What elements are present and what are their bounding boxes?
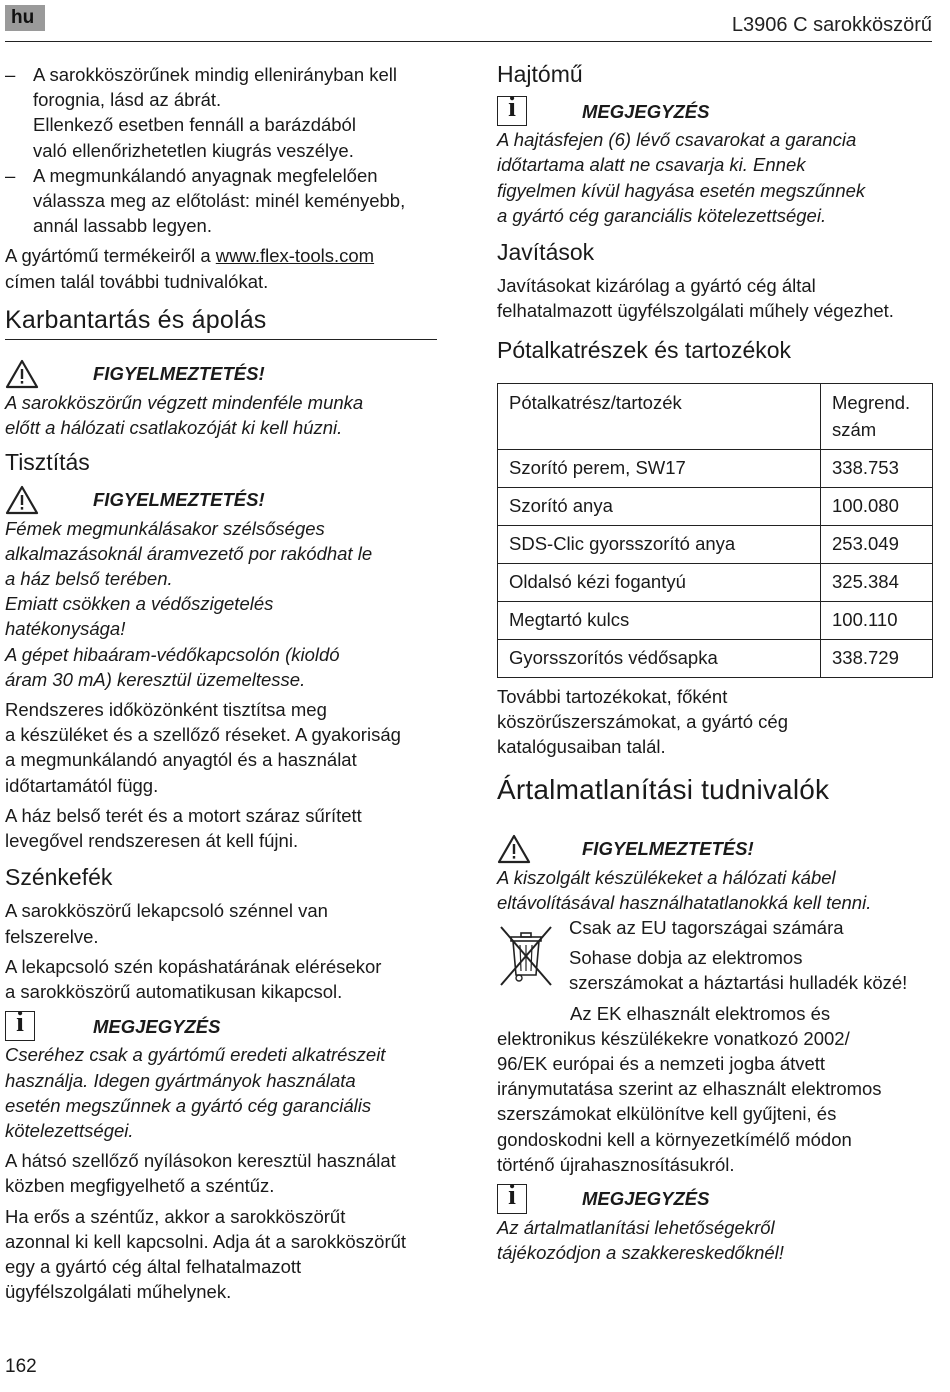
text-line: Csak az EU tagországai számára — [569, 917, 844, 939]
note-notice-2 — [497, 92, 933, 127]
text-line: eltávolításával használhatatlanokká kell tenni. — [497, 891, 872, 913]
text-line: – A megmunkálandó anyagnak megfelelően — [33, 164, 378, 186]
warning-triangle-icon — [5, 359, 39, 389]
text-line: A sarokköszörű lekapcsoló szénnel van — [5, 900, 328, 922]
page-number: 162 — [5, 1356, 37, 1377]
text-line: A ház belső terét és a motort száraz sűrített — [5, 804, 362, 826]
part-number: 100.110 — [821, 601, 933, 639]
note-notice-3 — [497, 1180, 933, 1215]
text-line: – A sarokköszörűnek mindig ellenirányban kell — [33, 64, 398, 85]
text-line: a készüléket és a szellőző réseket. A gyakoriság — [5, 724, 401, 746]
text-line: gondoskodni kell a környezetkímélő módon — [497, 1128, 852, 1150]
part-number: 253.049 — [821, 525, 933, 563]
warning-text-2 — [5, 516, 437, 692]
text-line: a gyártó cég garanciális kötelezettségei. — [497, 204, 827, 226]
warning-notice-2 — [5, 484, 437, 516]
text-line: tájékozódjon a szakkereskedőknél! — [497, 1242, 784, 1264]
info-prefix: A gyártómű termékeiről a — [5, 245, 216, 267]
text-line: hatékonysága! — [5, 618, 126, 640]
brush-paragraph-1 — [5, 898, 437, 948]
text-line: forognia, lásd az ábrát. — [33, 89, 222, 111]
text-line: figyelmen kívül hagyása esetén megszűnnek — [497, 179, 866, 201]
left-column — [5, 62, 437, 1309]
part-name: Szorító perem, SW17 — [498, 449, 821, 487]
website-link[interactable]: www.flex-tools.com — [215, 245, 375, 267]
text-line: A gépet hibaáram-védőkapcsolón (kioldó — [5, 643, 340, 665]
cleaning-paragraph-1 — [5, 697, 437, 798]
info-suffix: címen talál további tudnivalókat. — [5, 270, 269, 292]
warning-notice-1 — [5, 358, 437, 390]
text-line: szerszámokat a háztartási hulladék közé! — [569, 972, 908, 994]
repairs-paragraph — [497, 273, 933, 323]
part-name: Oldalsó kézi fogantyú — [498, 563, 821, 601]
text-line: A lekapcsoló szén kopáshatárának elérésekor — [5, 955, 382, 977]
text-line: alkalmazásoknál áramvezető por rakódhat le — [5, 542, 373, 564]
weee-paragraph — [497, 1001, 933, 1177]
header-name: Pótalkatrész/tartozék — [498, 383, 821, 449]
part-number: 100.080 — [821, 487, 933, 525]
table-row — [498, 563, 933, 601]
text-line: További tartozékokat, főként — [497, 685, 728, 707]
text-line: Sohase dobja az elektromos — [569, 947, 803, 969]
text-line: A hátsó szellőző nyílásokon keresztül használat — [5, 1150, 396, 1172]
warning-label: FIGYELMEZTETÉS! — [93, 363, 265, 385]
text-line: időtartama alatt ne csavarja ki. Ennek — [497, 154, 806, 176]
text-line: történő újrahasznosításukról. — [497, 1153, 735, 1175]
text-line: levegővel rendszeresen át kell fújni. — [5, 830, 299, 852]
text-line: Emiatt csökken a védőszigetelés — [5, 593, 274, 615]
part-name: SDS-Clic gyorsszorító anya — [498, 525, 821, 563]
text-line: A hajtásfejen (6) lévő csavarokat a garancia — [497, 129, 857, 151]
text-line: Cseréhez csak a gyártómű eredeti alkatrészeit — [5, 1044, 386, 1066]
note-notice-1 — [5, 1007, 437, 1042]
text-line: Megrend. — [832, 391, 911, 413]
carbon-brushes-heading: Szénkefék — [5, 864, 113, 891]
text-line: Az EK elhasznált elektromos és — [570, 1002, 831, 1024]
warning-notice-3 — [497, 833, 933, 865]
text-line: közben megfigyelhető a széntűz. — [5, 1175, 275, 1197]
bullet-rotation — [5, 62, 437, 163]
brush-paragraph-2 — [5, 954, 437, 1004]
text-line: előtt a hálózati csatlakozóját ki kell húzni. — [5, 417, 343, 439]
text-line: annál lassabb legyen. — [33, 215, 212, 237]
spare-parts-heading: Pótalkatrészek és tartozékok — [497, 336, 792, 363]
text-line: Rendszeres időközönként tisztítsa meg — [5, 699, 327, 721]
text-line: azonnal ki kell kapcsolni. Adja át a sarokköszörűt — [5, 1230, 407, 1252]
text-line: Az ártalmatlanítási lehetőségekről — [497, 1217, 775, 1239]
note-label: MEGJEGYZÉS — [582, 1188, 710, 1210]
part-name: Gyorsszorítós védősapka — [498, 639, 821, 677]
brush-paragraph-3 — [5, 1148, 437, 1198]
table-row — [498, 487, 933, 525]
text-line: a megmunkálandó anyagtól és a használat — [5, 749, 357, 771]
text-line: válassza meg az előtolást: minél keményebb, — [33, 190, 406, 212]
warning-triangle-icon — [5, 485, 39, 515]
table-row — [498, 601, 933, 639]
text-line: ügyfélszolgálati műhelynek. — [5, 1281, 232, 1303]
table-row — [498, 639, 933, 677]
header-number — [821, 383, 933, 449]
note-label: MEGJEGYZÉS — [582, 100, 710, 122]
weee-block — [497, 917, 933, 1001]
accessories-paragraph — [497, 684, 933, 760]
cleaning-paragraph-2 — [5, 803, 437, 853]
warning-text-3 — [497, 865, 933, 915]
info-paragraph — [5, 243, 437, 293]
text-line: Ha erős a széntűz, akkor a sarokköszörűt — [5, 1205, 346, 1227]
info-icon: i — [5, 1011, 35, 1041]
header-rule — [5, 41, 932, 42]
table-row — [498, 525, 933, 563]
warning-text-1 — [5, 390, 437, 440]
text-line: A sarokköszörűn végzett mindenféle munka — [5, 392, 364, 414]
document-title: L3906 C sarokköszörű — [731, 14, 932, 36]
part-number: 325.384 — [821, 563, 933, 601]
text-line: Fémek megmunkálásakor szélsőséges — [5, 517, 325, 539]
note-label: MEGJEGYZÉS — [93, 1015, 221, 1037]
text-line: elektronikus készülékekre vonatkozó 2002/ — [497, 1027, 850, 1049]
brush-paragraph-4 — [5, 1204, 437, 1305]
right-column — [497, 62, 933, 1265]
text-line: A kiszolgált készülékeket a hálózati kábel — [497, 866, 836, 888]
note-text-1 — [5, 1042, 437, 1143]
info-icon: i — [497, 1184, 527, 1214]
text-line: felszerelve. — [5, 925, 99, 947]
text-line: szám — [832, 418, 877, 440]
disposal-heading: Ártalmatlanítási tudnivalók — [497, 774, 830, 806]
weee-text — [569, 915, 907, 1001]
warning-triangle-icon — [497, 834, 531, 864]
text-line: időtartamától függ. — [5, 774, 159, 796]
text-line: szerszámokat elkülönítve kell gyűjteni, és — [497, 1103, 837, 1125]
warning-label: FIGYELMEZTETÉS! — [582, 838, 754, 860]
text-line: való ellenőrizhetetlen kiugrás veszélye. — [33, 139, 354, 161]
language-badge: hu — [5, 5, 45, 31]
text-line: a sarokköszörű automatikusan kikapcsol. — [5, 981, 343, 1003]
text-line: egy a gyártó cég által felhatalmazott — [5, 1255, 302, 1277]
note-text-3 — [497, 1215, 933, 1265]
repairs-heading: Javítások — [497, 239, 595, 266]
part-number: 338.729 — [821, 639, 933, 677]
text-line: a ház belső terében. — [5, 568, 173, 590]
spare-parts-table — [497, 383, 933, 678]
info-icon: i — [497, 96, 527, 126]
text-line: Ellenkező esetben fennáll a barázdából — [33, 114, 356, 136]
text-line: esetén megszűnnek a gyártó cég garanciális — [5, 1094, 372, 1116]
text-line: felhatalmazott ügyfélszolgálati műhely végezhet. — [497, 300, 894, 322]
note-text-2 — [497, 127, 933, 228]
text-line: katalógusaiban talál. — [497, 736, 666, 758]
text-line: 96/EK európai és a nemzeti jogba átvett — [497, 1053, 826, 1075]
text-line: Javításokat kizárólag a gyártó cég által — [497, 275, 816, 297]
part-number: 338.753 — [821, 449, 933, 487]
warning-label: FIGYELMEZTETÉS! — [93, 489, 265, 511]
gear-heading: Hajtómű — [497, 61, 583, 87]
part-name: Megtartó kulcs — [498, 601, 821, 639]
text-line: iránymutatása szerint az elhasznált elektromos — [497, 1078, 882, 1100]
table-row — [498, 449, 933, 487]
table-header-row — [498, 383, 933, 449]
text-line: köszörűszerszámokat, a gyártó cég — [497, 711, 788, 733]
text-line: kötelezettségei. — [5, 1119, 134, 1141]
bullet-feed — [5, 163, 437, 239]
maintenance-heading: Karbantartás és ápolás — [5, 308, 437, 340]
cleaning-heading: Tisztítás — [5, 449, 90, 476]
text-line: használja. Idegen gyártmányok használata — [5, 1069, 356, 1091]
part-name: Szorító anya — [498, 487, 821, 525]
crossed-bin-icon — [497, 923, 555, 989]
text-line: áram 30 mA) keresztül üzemeltesse. — [5, 668, 306, 690]
